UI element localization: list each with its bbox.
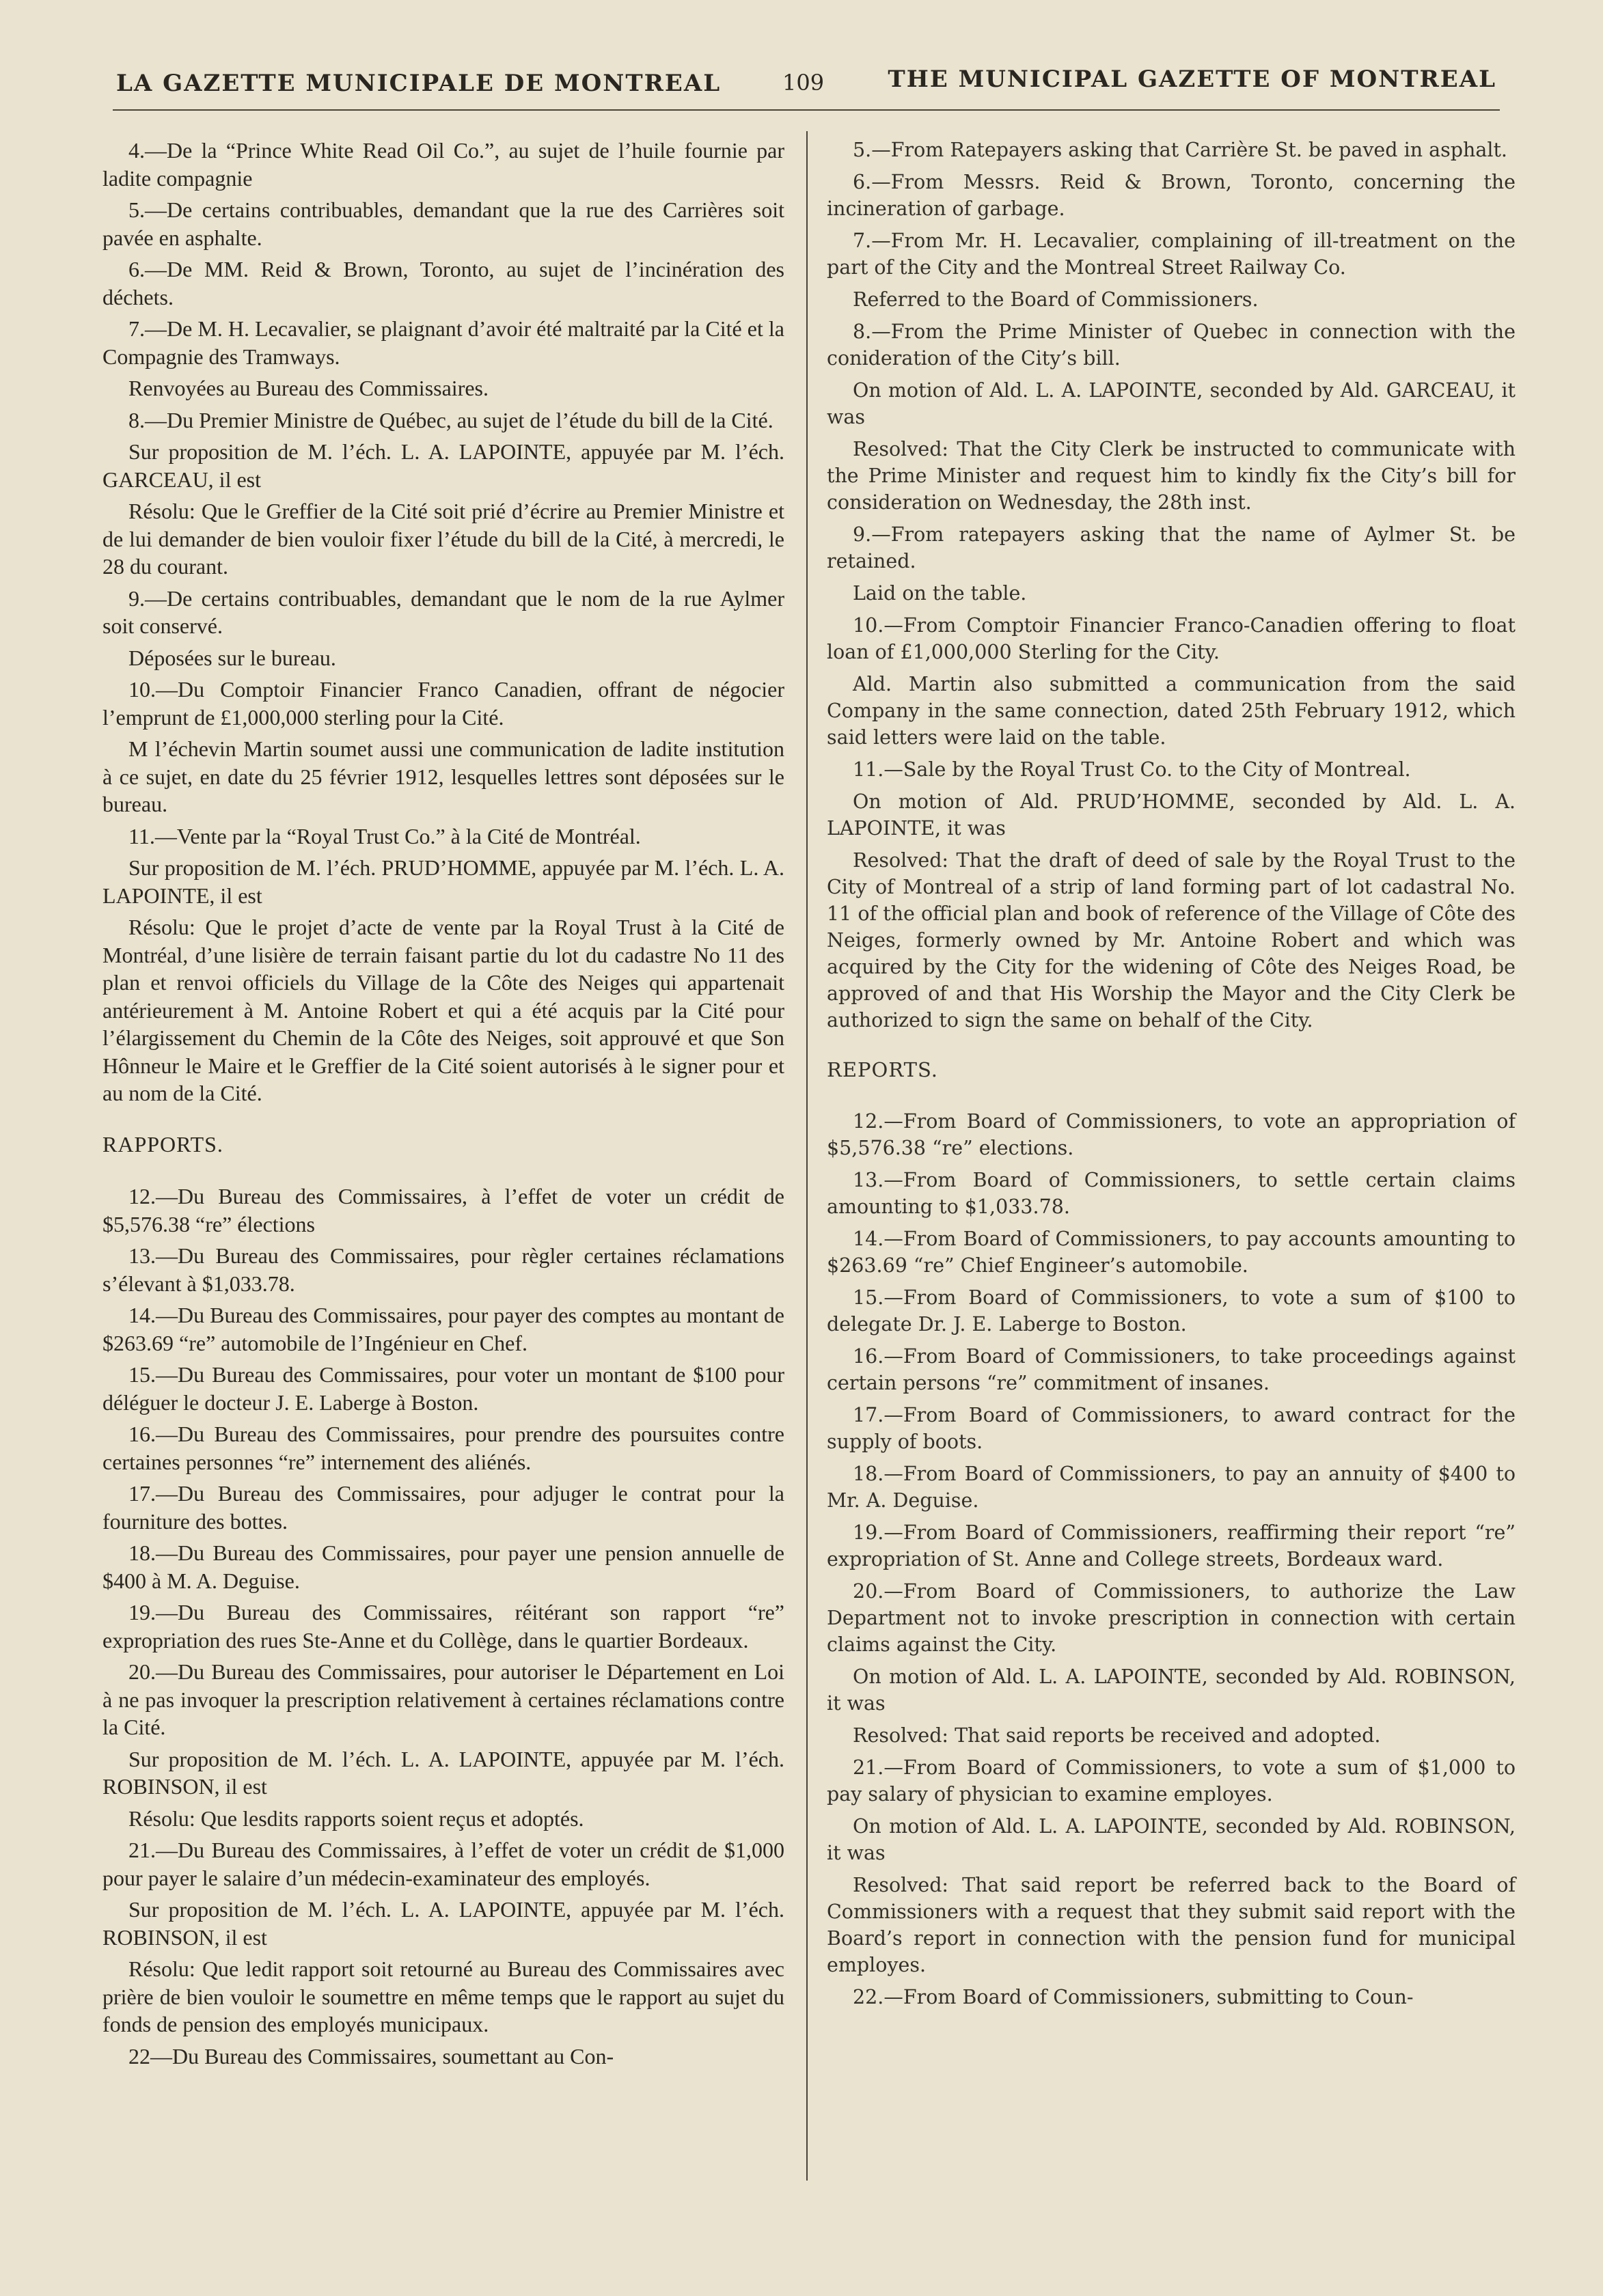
paragraph: 13.—Du Bureau des Commissaires, pour règler certaines réclamations s’élevant à $1,033.78.: [102, 1243, 784, 1296]
paragraph: Sur proposition de M. l’éch. L. A. LAPOINTE, appuyée par M. l’éch. ROBINSON, il est: [102, 1897, 784, 1950]
paragraph: 13.—From Board of Commissioners, to settle certain claims amounting to $1,033.78.: [827, 1169, 1516, 1218]
paragraph: Laid on the table.: [853, 582, 1027, 605]
paragraph: On motion of Ald. L. A. LAPOINTE, seconded by Ald. GARCEAU, it was: [827, 379, 1516, 428]
english-column: [827, 137, 1516, 2016]
paragraph: 15.—Du Bureau des Commissaires, pour voter un montant de $100 pour déléguer le docteur J. E. Laberge à Boston.: [102, 1362, 784, 1415]
paragraph: Resolved: That said reports be received and adopted.: [853, 1724, 1381, 1747]
paragraph: 20.—Du Bureau des Commissaires, pour autoriser le Département en Loi à ne pas invoquer la prescription relativement à certaines réclamations contre la Cité.: [102, 1659, 784, 1739]
paragraph: Sur proposition de M. l’éch. L. A. LAPOINTE, appuyée par M. l’éch. ROBINSON, il est: [102, 1746, 784, 1799]
paragraph: 5.—De certains contribuables, demandant que la rue des Carrières soit pavée en asphalte.: [102, 197, 784, 250]
paragraph: 19.—From Board of Commissioners, reaffirming their report “re” expropriation of St. Anne and College streets, Bordeaux ward.: [827, 1521, 1516, 1571]
paragraph: On motion of Ald. L. A. LAPOINTE, seconded by Ald. ROBINSON, it was: [827, 1665, 1516, 1715]
paragraph: 18.—From Board of Commissioners, to pay an annuity of $400 to Mr. A. Deguise.: [827, 1463, 1516, 1512]
paragraph: 21.—From Board of Commissioners, to vote a sum of $1,000 to pay salary of physician to examine employes.: [827, 1756, 1516, 1806]
paragraph: 7.—De M. H. Lecavalier, se plaignant d’avoir été maltraité par la Cité et la Compagnie des Tramways.: [102, 316, 784, 369]
paragraph: 14.—Du Bureau des Commissaires, pour payer des comptes au montant de $263.69 “re” automobile de l’Ingénieur en Chef.: [102, 1303, 784, 1355]
paragraph: 20.—From Board of Commissioners, to authorize the Law Department not to invoke prescription in connection with certain claims against the City.: [827, 1580, 1516, 1656]
header-left-title: LA GAZETTE MUNICIPALE DE MONTREAL: [116, 70, 722, 97]
paragraph: Résolu: Que le Greffier de la Cité soit prié d’écrire au Premier Ministre et de lui demander de bien vouloir fixer l’étude du bill de la Cité, à mercredi, le 28 du courant.: [102, 499, 784, 579]
paragraph: Sur proposition de M. l’éch. L. A. LAPOINTE, appuyée par M. l’éch. GARCEAU, il est: [102, 439, 784, 492]
paragraph: Resolved: That the draft of deed of sale by the Royal Trust to the City of Montreal of a strip of land forming part of lot cadastral No. 11 of the official plan and book of reference of the Village of Côte des Neiges, formerly owned by Mr. Antoine Robert and which was acquired by the City for the widening of Côte des Neiges Road, be approved of and that His Worship the Mayor and the City Clerk be authorized to sign the same on behalf of the City.: [827, 849, 1516, 1032]
paragraph: 22—Du Bureau des Commissaires, soumettant au Con-: [128, 2043, 614, 2069]
paragraph: 10.—Du Comptoir Financier Franco Canadien, offrant de négocier l’emprunt de £1,000,000 sterling pour la Cité.: [102, 677, 784, 730]
paragraph: 9.—From ratepayers asking that the name of Aylmer St. be retained.: [827, 523, 1516, 572]
paragraph: Resolved: That the City Clerk be instructed to communicate with the Prime Minister and request him to kindly fix the City’s bill for consideration on Wednesday, the 28th inst.: [827, 438, 1516, 514]
english-section-title: REPORTS.: [827, 1058, 939, 1081]
paragraph: 8.—From the Prime Minister of Quebec in connection with the conideration of the City’s bill.: [827, 320, 1516, 370]
paragraph: 11.—Vente par la “Royal Trust Co.” à la Cité de Montréal.: [128, 823, 641, 848]
paragraph: Referred to the Board of Commissioners.: [853, 288, 1259, 311]
page-header: [116, 63, 1496, 111]
french-section-title: RAPPORTS.: [102, 1131, 223, 1157]
paragraph: 6.—From Messrs. Reid & Brown, Toronto, concerning the incineration of garbage.: [827, 171, 1516, 220]
paragraph: 9.—De certains contribuables, demandant que le nom de la rue Aylmer soit conservé.: [102, 585, 784, 638]
paragraph: 17.—Du Bureau des Commissaires, pour adjuger le contrat pour la fourniture des bottes.: [102, 1481, 784, 1534]
paragraph: Renvoyées au Bureau des Commissaires.: [128, 376, 489, 400]
paragraph: 6.—De MM. Reid & Brown, Toronto, au sujet de l’incinération des déchets.: [102, 257, 784, 309]
paragraph: Ald. Martin also submitted a communication from the said Company in the same connection, dated 25th February 1912, which said letters were laid on the table.: [827, 673, 1516, 749]
english-minutes: [827, 137, 1516, 1034]
paragraph: 12.—From Board of Commissioners, to vote an appropriation of $5,576.38 “re” elections.: [827, 1110, 1516, 1159]
english-reports: [827, 1108, 1516, 2010]
paragraph: Sur proposition de M. l’éch. PRUD’HOMME, appuyée par M. l’éch. L. A. LAPOINTE, il est: [102, 855, 784, 908]
paragraph: 16.—Du Bureau des Commissaires, pour prendre des poursuites contre certaines personnes “re” internement des aliénés.: [102, 1422, 784, 1474]
header-rule: [113, 109, 1500, 111]
paragraph: 18.—Du Bureau des Commissaires, pour payer une pension annuelle de $400 à M. A. Deguise.: [102, 1540, 784, 1593]
page-number: 109: [782, 70, 825, 96]
french-column: [102, 137, 784, 2074]
paragraph: 10.—From Comptoir Financier Franco-Canadien offering to float loan of £1,000,000 Sterling for the City.: [827, 614, 1516, 663]
header-right-title: THE MUNICIPAL GAZETTE OF MONTREAL: [888, 66, 1496, 93]
paragraph: 22.—From Board of Commissioners, submitting to Coun-: [853, 1986, 1414, 2008]
paragraph: 14.—From Board of Commissioners, to pay accounts amounting to $263.69 “re” Chief Engineer’s automobile.: [827, 1228, 1516, 1277]
paragraph: On motion of Ald. PRUD’HOMME, seconded by Ald. L. A. LAPOINTE, it was: [827, 790, 1516, 840]
paragraph: 8.—Du Premier Ministre de Québec, au sujet de l’étude du bill de la Cité.: [128, 407, 773, 432]
paragraph: Resolved: That said report be referred back to the Board of Commissioners with a request that they submit said report with the Board’s report in connection with the pension fund for municipal employes.: [827, 1874, 1516, 1976]
french-minutes: [102, 137, 784, 1107]
paragraph: 7.—From Mr. H. Lecavalier, complaining of ill-treatment on the part of the City and the Montreal Street Railway Co.: [827, 230, 1516, 279]
paragraph: Résolu: Que le projet d’acte de vente par la Royal Trust à la Cité de Montréal, d’une lisière de terrain faisant partie du lot du cadastre No 11 des plan et renvoi officiels du Village de la Côte des Neiges qui appartenait antérieurement à M. Antoine Robert et qui a été acquis par la Cité pour l’élargissement du Chemin de la Côte des Neiges, soit approuvé et que Son Hônneur le Maire et le Greffier de la Cité soient autorisés à le signer pour et au nom de la Cité.: [102, 915, 784, 1105]
paragraph: 5.—From Ratepayers asking that Carrière St. be paved in asphalt.: [853, 139, 1507, 161]
paragraph: Déposées sur le bureau.: [128, 645, 336, 670]
paragraph: On motion of Ald. L. A. LAPOINTE, seconded by Ald. ROBINSON, it was: [827, 1815, 1516, 1864]
paragraph: Résolu: Que lesdits rapports soient reçus et adoptés.: [128, 1806, 584, 1831]
paragraph: M l’échevin Martin soumet aussi une communication de ladite institution à ce sujet, en date du 25 février 1912, lesquelles lettres sont déposées sur le bureau.: [102, 736, 784, 816]
paragraph: 21.—Du Bureau des Commissaires, à l’effet de voter un crédit de $1,000 pour payer le salaire d’un médecin-examinateur des employés.: [102, 1838, 784, 1890]
paragraph: 15.—From Board of Commissioners, to vote a sum of $100 to delegate Dr. J. E. Laberge to Boston.: [827, 1286, 1516, 1336]
french-reports: [102, 1182, 784, 2070]
paragraph: 17.—From Board of Commissioners, to award contract for the supply of boots.: [827, 1404, 1516, 1453]
paragraph: 11.—Sale by the Royal Trust Co. to the City of Montreal.: [853, 758, 1411, 781]
column-divider: [806, 131, 808, 2181]
paragraph: 19.—Du Bureau des Commissaires, réitérant son rapport “re” expropriation des rues Ste-Anne et du Collège, dans le quartier Bordeaux.: [102, 1600, 784, 1652]
paragraph: 4.—De la “Prince White Read Oil Co.”, au sujet de l’huile fournie par ladite compagnie: [102, 138, 784, 191]
paragraph: Résolu: Que ledit rapport soit retourné au Bureau des Commissaires avec prière de bien vouloir le soumettre en même temps que le rapport au sujet du fonds de pension des employés municipaux.: [102, 1956, 784, 2036]
paragraph: 16.—From Board of Commissioners, to take proceedings against certain persons “re” commitment of insanes.: [827, 1345, 1516, 1394]
paragraph: 12.—Du Bureau des Commissaires, à l’effet de voter un crédit de $5,576.38 “re” élections: [102, 1184, 784, 1236]
